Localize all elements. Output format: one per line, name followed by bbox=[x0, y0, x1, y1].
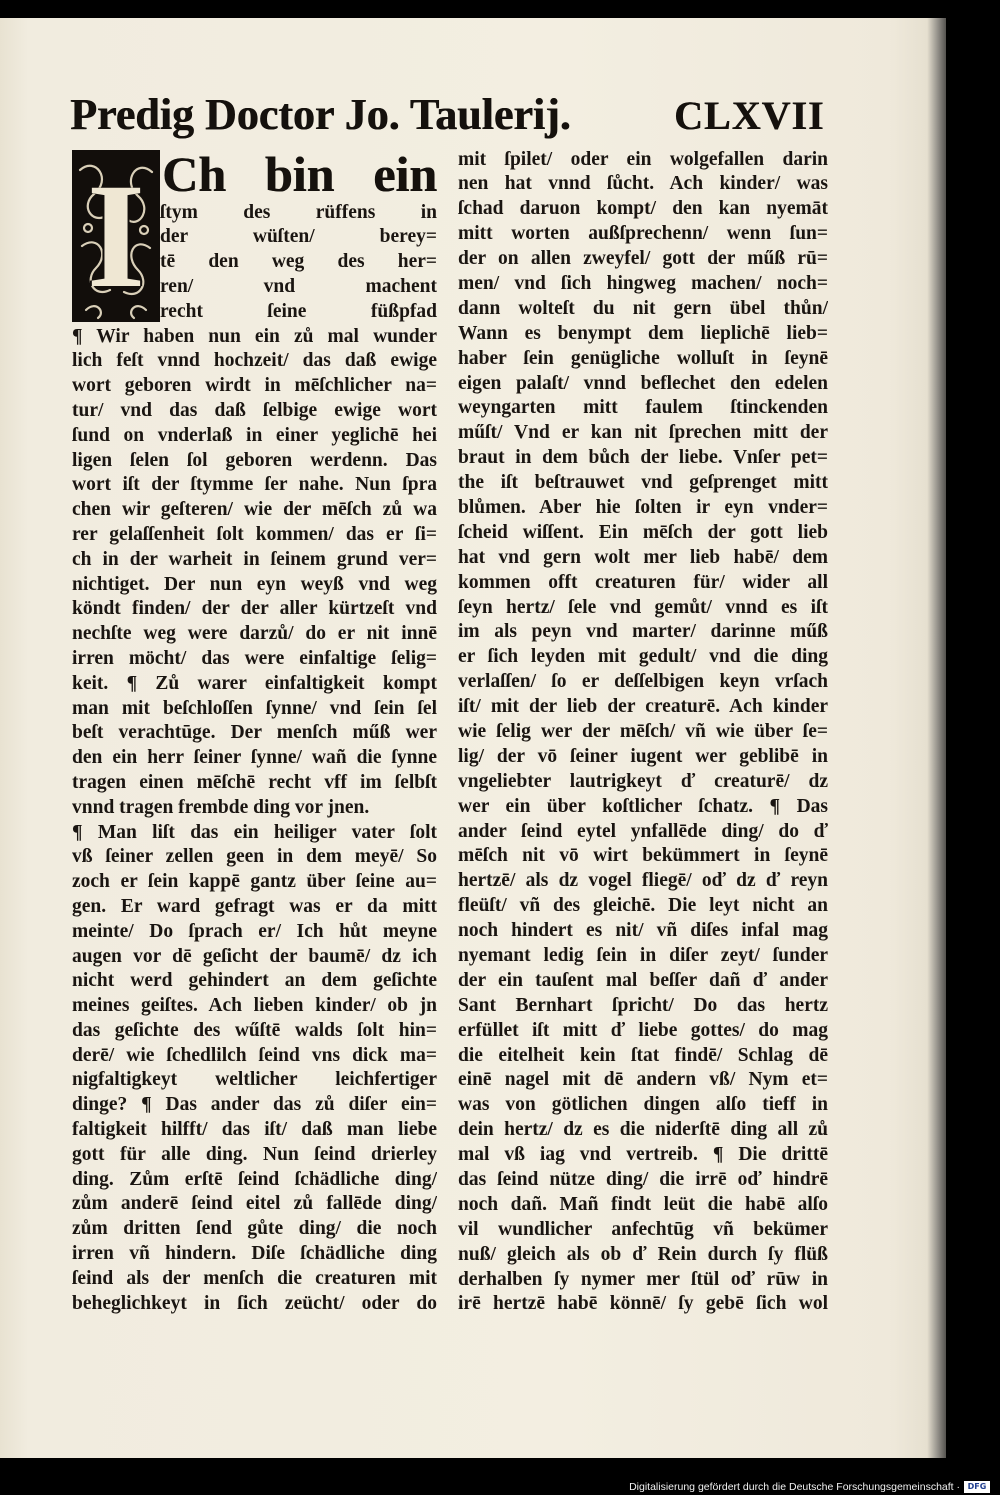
left-column-line: tē den weg des her= bbox=[160, 251, 437, 273]
right-column-line: mēſch nit vō wirt bekümmert in ſeynē bbox=[458, 845, 828, 867]
left-column-line: gen. Er ward gefragt was er da mitt bbox=[72, 895, 437, 917]
right-column-line: wer ein über koſtlicher ſchatz. ¶ Das bbox=[458, 795, 828, 817]
right-column-line: kommen offt creaturen für/ wider all bbox=[458, 571, 828, 593]
left-column-line: derē/ wie ſchedlilch ſeind vns dick ma= bbox=[72, 1044, 437, 1066]
left-column-line: ſund on vnderlaß in einer yeglichē hei bbox=[72, 424, 437, 446]
right-column-line: erfüllet iſt mitt ď liebe gottes/ do mag bbox=[458, 1019, 828, 1041]
right-column-line: mit ſpilet/ oder ein wolgefallen darin bbox=[458, 148, 828, 170]
right-text-column bbox=[458, 148, 828, 1323]
right-column-line: braut in dem bůch der liebe. Vnſer pet= bbox=[458, 447, 828, 469]
left-column-line: zům anderē ſeind eitel zů fallēde ding/ bbox=[72, 1193, 437, 1215]
right-column-line: blůmen. Aber hie ſolten ir eyn vnder= bbox=[458, 496, 828, 518]
right-column-line: mal vß iag vnd vertreib. ¶ Die drittē bbox=[458, 1144, 828, 1166]
right-column-line: was von götlichen dingen alſo tieff in bbox=[458, 1094, 828, 1116]
right-column-line: derhalben ſy nymer mer ſtül oď rūw in bbox=[458, 1268, 828, 1290]
right-column-line: Sant Bernhart ſpricht/ Do das hertz bbox=[458, 994, 828, 1016]
right-column-line: die eitelheit kein ſtat findē/ Schlag dē bbox=[458, 1044, 828, 1066]
right-column-line: das ſeind nütze ding/ die irrē oď hindrē bbox=[458, 1169, 828, 1191]
left-column-line: ¶ Wir haben nun ein zů mal wunder bbox=[72, 325, 437, 347]
left-column-line: zům dritten ſend gůte ding/ die noch bbox=[72, 1218, 437, 1240]
right-column-line: Wann es benympt dem lieplichē lieb= bbox=[458, 322, 828, 344]
right-column-line: haber ſein genügliche wolluſt in ſeynē bbox=[458, 347, 828, 369]
left-column-line: augen vor dē geſicht der baumē/ dz ich bbox=[72, 945, 437, 967]
right-column-line: weyngarten mitt faulem ſtinckenden bbox=[458, 397, 828, 419]
right-column-line: hertzē/ als dz vogel fliegē/ oď dz ď reyn bbox=[458, 870, 828, 892]
left-column-line: tragen einen mēſchē recht vff im ſelbſt bbox=[72, 771, 437, 793]
right-column-line: ſeyn hertz/ ſele vnd gemůt/ vnnd es iſt bbox=[458, 596, 828, 618]
right-column-line: the iſt beſtrauwet vnd geſprenget mitt bbox=[458, 472, 828, 494]
right-column-line: der ein tauſent mal beſſer dañ ď ander bbox=[458, 969, 828, 991]
right-column-line: dann wolteſt du nit gern übel thůn/ bbox=[458, 297, 828, 319]
left-column-line: vß ſeiner zellen geen in dem meyē/ So bbox=[72, 846, 437, 868]
right-column-line: der on allen zweyfel/ gott der műß rū= bbox=[458, 248, 828, 270]
left-column-line: beheglichkeyt in ſich zeücht/ oder do bbox=[72, 1292, 437, 1314]
left-column-line: rer gelaſſenheit ſolt kommen/ das er ſi= bbox=[72, 523, 437, 545]
left-column-line: ren/ vnd machent bbox=[160, 275, 437, 297]
right-column-line: iſt/ mit der lieb der creaturē. Ach kinder bbox=[458, 696, 828, 718]
right-column-line: im als peyn vnd marter/ darinne műß bbox=[458, 621, 828, 643]
left-column-line: gott für alle ding. Nun ſeind drierley bbox=[72, 1143, 437, 1165]
initial-letter: I bbox=[86, 153, 146, 319]
left-column-line: ch in der warheit in ſeinem grund ver= bbox=[72, 548, 437, 570]
opening-words: Ch bin ein bbox=[162, 146, 437, 202]
left-column-line: wort geboren wirdt in mēſchlicher na= bbox=[72, 375, 437, 397]
left-column-line: man mit beſchloſſen ſynne/ vnd ſein ſel bbox=[72, 697, 437, 719]
left-column-line: köndt finden/ der der aller kürtzeſt vnd bbox=[72, 598, 437, 620]
right-column-line: noch hindert es nit/ vñ diſes infal mag bbox=[458, 920, 828, 942]
funding-note: Digitalisierung gefördert durch die Deutsche Forschungsgemeinschaft · bbox=[629, 1481, 960, 1493]
left-column-line: faltigkeit hilfft/ das iſt/ daß man liebe bbox=[72, 1119, 437, 1141]
left-column-line: den ein herr ſeiner ſynne/ wañ die ſynne bbox=[72, 747, 437, 769]
left-text-column bbox=[72, 201, 437, 1321]
right-column-line: wie ſelig wer der mēſch/ vñ wie über ſe= bbox=[458, 720, 828, 742]
right-column-line: nen hat vnnd ſůcht. Ach kinder/ was bbox=[458, 173, 828, 195]
book-page bbox=[0, 18, 946, 1458]
right-column-line: vngeliebter lautrigkeyt ď creaturē/ dz bbox=[458, 770, 828, 792]
left-column-line: zoch er ſein kappē gantz über ſeine au= bbox=[72, 871, 437, 893]
left-column-line: irren vñ hindern. Diſe ſchädliche ding bbox=[72, 1243, 437, 1265]
right-column-line: nuß/ gleich als ob ď Rein durch ſy flüß bbox=[458, 1243, 828, 1265]
left-column-line: chen wir geſteren/ wie der mēſch zů wa bbox=[72, 499, 437, 521]
left-column-line: vnnd tragen frembde ding vor jnen. bbox=[72, 796, 370, 818]
left-column-line: der wüſten/ berey= bbox=[160, 226, 437, 248]
left-column-line: irren möcht/ das were einfaltige ſelig= bbox=[72, 647, 437, 669]
left-column-line: nichtiget. Der nun eyn weyß vnd weg bbox=[72, 573, 437, 595]
left-column-line: nechſte weg were darzů/ do er nit innē bbox=[72, 623, 437, 645]
right-column-line: eigen palaſt/ vnnd beflechet den edelen bbox=[458, 372, 828, 394]
folio-number: CLXVII bbox=[674, 93, 825, 138]
running-head-title: Predig Doctor Jo. Taulerij. bbox=[70, 90, 571, 139]
right-column-line: ſchad daruon kompt/ den kan nyemāt bbox=[458, 198, 828, 220]
left-column-line: nigfaltigkeyt weltlicher leichfertiger bbox=[72, 1069, 437, 1091]
left-column-line: meinte/ Do ſprach er/ Ich hůt meyne bbox=[72, 920, 437, 942]
right-column-line: verlaſſen/ ſo er deſſelbigen keyn vrſach bbox=[458, 671, 828, 693]
right-column-line: ander ſeind eytel ynfallēde ding/ do ď bbox=[458, 820, 828, 842]
left-column-line: ding. Zům erſtē ſeind ſchädliche ding/ bbox=[72, 1168, 437, 1190]
left-column-line: lich feſt vnnd hochzeit/ das daß ewige bbox=[72, 350, 437, 372]
left-column-line: keit. ¶ Zů warer einfaltigkeit kompt bbox=[72, 672, 437, 694]
right-column-line: ſcheid wiſſent. Ein mēſch der gott lieb bbox=[458, 521, 828, 543]
left-column-line: wort iſt der ſtymme ſer nahe. Nun ſpra bbox=[72, 474, 437, 496]
right-column-line: műſt/ Vnd er kan nit ſprechen mitt der bbox=[458, 422, 828, 444]
left-column-line: meines geiſtes. Ach lieben kinder/ ob jn bbox=[72, 995, 437, 1017]
viewer-footer bbox=[0, 1458, 1000, 1495]
left-column-line: recht ſeine füßpfad bbox=[160, 300, 437, 322]
dfg-logo: DFG bbox=[964, 1481, 990, 1493]
left-column-line: ſeind als der menſch die creaturen mit bbox=[72, 1267, 437, 1289]
right-column-line: vil wundlicher anfechtūg vñ bekümer bbox=[458, 1218, 828, 1240]
right-column-line: nyemant ledig ſein in diſer zeyt/ ſunder bbox=[458, 945, 828, 966]
right-column-line: er ſich leyden mit gedult/ vnd die ding bbox=[458, 646, 828, 668]
right-column-line: men/ vnd ſich hingweg machen/ noch= bbox=[458, 272, 828, 294]
right-column-line: dein hertz/ dz es die niderſtē ding all zů bbox=[458, 1119, 828, 1141]
left-column-line: dinge? ¶ Das ander das zů diſer ein= bbox=[72, 1094, 437, 1116]
left-column-line: ſtym des rüffens in bbox=[160, 201, 437, 223]
left-column-line: ligen ſelen ſol geboren werdenn. Das bbox=[72, 449, 437, 471]
left-column-line: nicht werd gehindert an dem geſichte bbox=[72, 970, 437, 992]
right-column-line: lig/ der vō ſeiner iugent wer geblibē in bbox=[458, 745, 828, 767]
left-column-line: das geſichte des wűſtē walds ſolt hin= bbox=[72, 1019, 437, 1041]
right-column-line: irē hertzē habē könnē/ ſy gebē ſich wol bbox=[458, 1293, 828, 1315]
left-column-line: tur/ vnd das daß ſelbige ewige wort bbox=[72, 399, 437, 421]
right-column-line: mitt worten außſprechenn/ wenn ſun= bbox=[458, 223, 828, 245]
right-column-line: hat vnd gern wolt mer lieb habē/ dem bbox=[458, 546, 828, 568]
right-column-line: fleüſt/ vñ des gleichē. Die leyt nicht an bbox=[458, 895, 828, 917]
left-column-line: beſt verachtūge. Der menſch műß wer bbox=[72, 722, 437, 744]
right-column-line: noch dañ. Mañ findt leüt die habē alſo bbox=[458, 1193, 828, 1215]
left-column-line: ¶ Man liſt das ein heiliger vater ſolt bbox=[72, 821, 437, 843]
right-column-line: einē nagel mit dē andern vß/ Nym et= bbox=[458, 1069, 828, 1091]
